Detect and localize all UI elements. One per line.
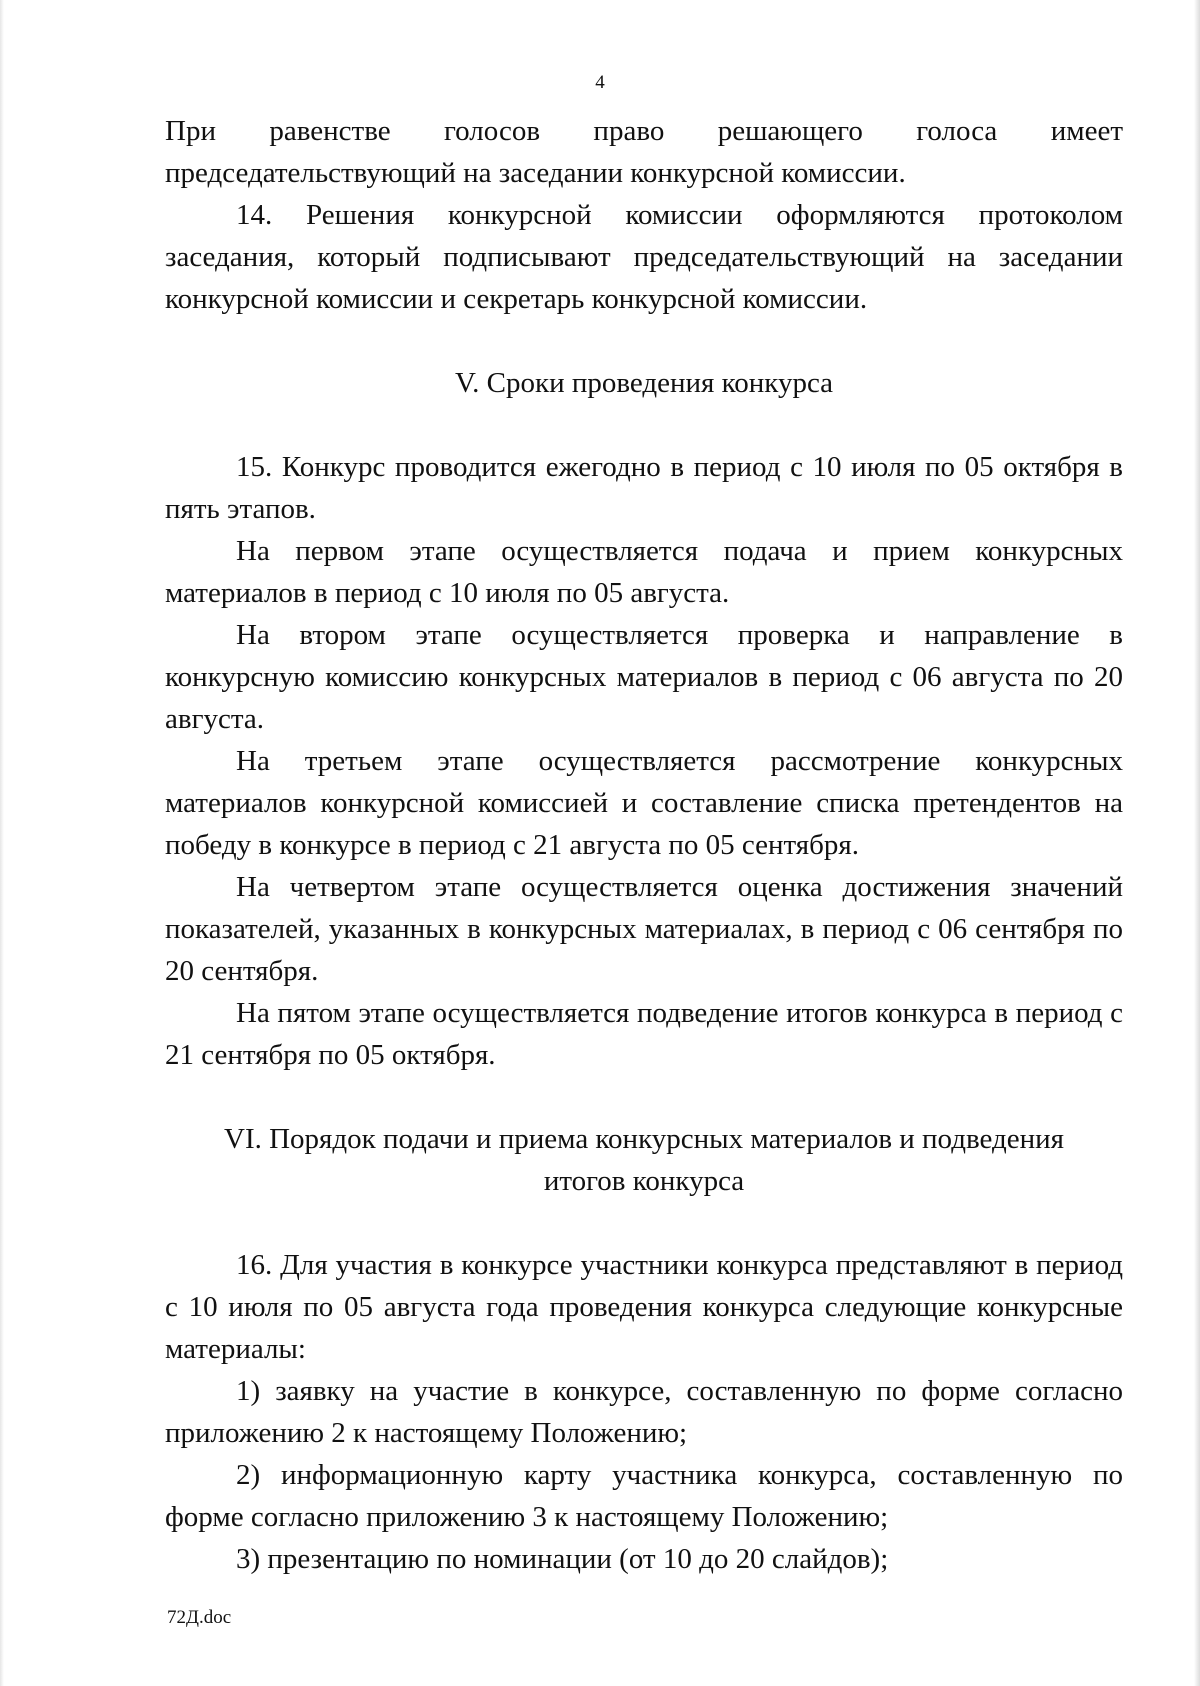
paragraph-stage-2: На втором этапе осуществляется проверка и направление в конкурсную комиссию конкурсных материалов в период с 06 августа по 20 августа. — [165, 619, 1123, 735]
paragraph-stage-1: На первом этапе осуществляется подача и прием конкурсных материалов в период с 10 июля по 05 августа. — [165, 535, 1123, 609]
list-item-3: 3) презентацию по номинации (от 10 до 20 слайдов); — [236, 1543, 889, 1575]
scan-edge-left — [0, 0, 4, 1686]
paragraph-stage-3: На третьем этапе осуществляется рассмотрение конкурсных материалов конкурсной комиссией и составление списка претендентов на победу в конкурсе в период с 21 августа по 05 сентября. — [165, 745, 1123, 861]
page-number: 4 — [595, 72, 605, 93]
list-item-1: 1) заявку на участие в конкурсе, составленную по форме согласно приложению 2 к настоящему Положению; — [165, 1375, 1123, 1449]
paragraph-14: 14. Решения конкурсной комиссии оформляются протоколом заседания, который подписывают председательствующий на заседании конкурсной комиссии и секретарь конкурсной комиссии. — [165, 199, 1123, 315]
document-body — [165, 110, 1123, 1580]
section-6-title-line-2: итогов конкурса — [543, 1165, 745, 1197]
paragraph-stage-4: На четвертом этапе осуществляется оценка достижения значений показателей, указанных в конкурсных материалах, в период с 06 сентября по 20 сентября. — [165, 871, 1123, 987]
section-5-title: V. Сроки проведения конкурса — [454, 367, 834, 399]
paragraph-15: 15. Конкурс проводится ежегодно в период с 10 июля по 05 октября в пять этапов. — [165, 451, 1123, 525]
paragraph-stage-5: На пятом этапе осуществляется подведение итогов конкурса в период с 21 сентября по 05 октября. — [165, 997, 1123, 1071]
section-6-title-line-1: VI. Порядок подачи и приема конкурсных материалов и подведения — [224, 1123, 1064, 1155]
scan-edge-right — [1194, 0, 1200, 1686]
footer-filename: 72Д.doc — [167, 1607, 232, 1628]
paragraph-tie-vote: При равенстве голосов право решающего голоса имеет председательствующий на заседании конкурсной комиссии. — [165, 115, 1123, 189]
list-item-2: 2) информационную карту участника конкурса, составленную по форме согласно приложению 3 к настоящему Положению; — [165, 1459, 1123, 1533]
paragraph-16: 16. Для участия в конкурсе участники конкурса представляют в период с 10 июля по 05 августа года проведения конкурса следующие конкурсные материалы: — [165, 1249, 1123, 1365]
